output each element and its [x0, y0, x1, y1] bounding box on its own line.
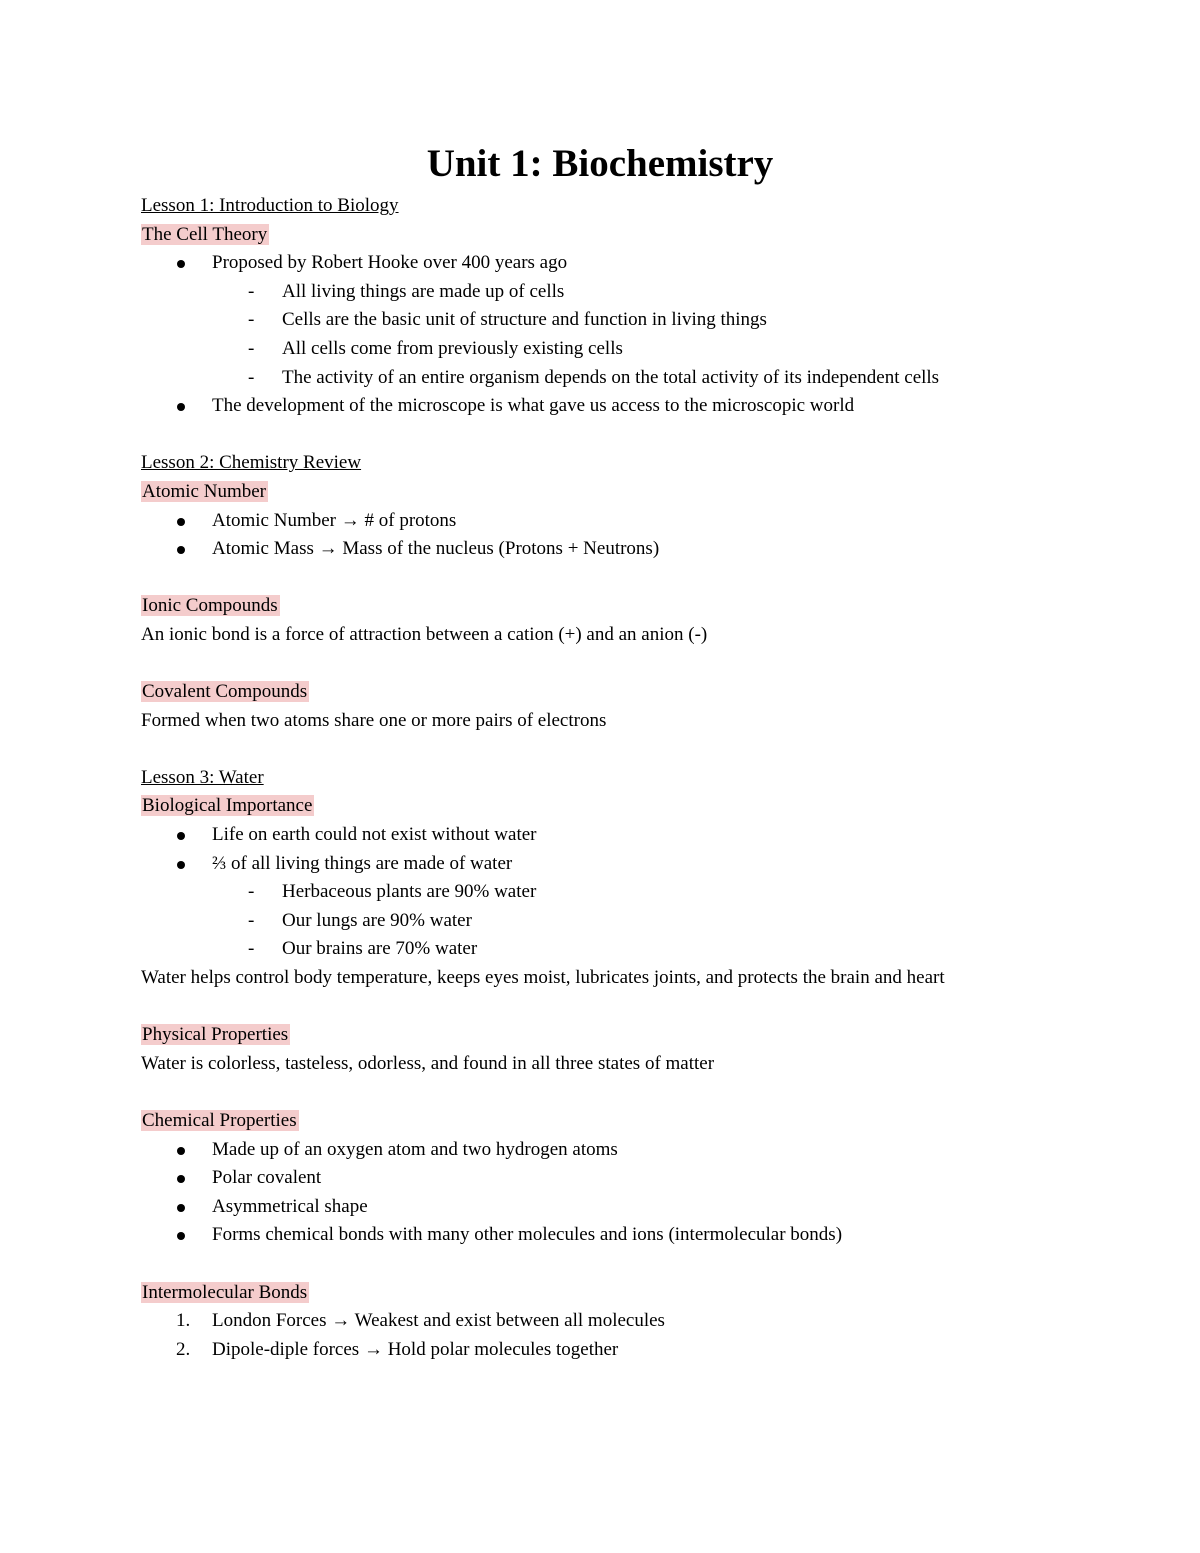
- lesson-1-heading: Lesson 1: Introduction to Biology: [141, 195, 399, 216]
- bullet-icon: [177, 861, 185, 869]
- dash-icon: -: [248, 909, 255, 931]
- paragraph: Water helps control body temperature, keeps eyes moist, lubricates joints, and protects the brain and heart: [141, 967, 945, 989]
- bullet-icon: [177, 260, 185, 268]
- dash-icon: -: [248, 337, 255, 359]
- sub-list-item: - The activity of an entire organism depends on the total activity of its independent cells: [141, 364, 1061, 393]
- bullet-icon: [177, 518, 185, 526]
- sub-list-item: - All cells come from previously existing cells: [141, 335, 1061, 364]
- cell-theory-heading: The Cell Theory: [142, 223, 268, 245]
- dash-icon: -: [248, 938, 255, 960]
- list-item: Proposed by Robert Hooke over 400 years ago: [141, 249, 1061, 278]
- lesson-3-heading: Lesson 3: Water: [141, 766, 264, 788]
- ionic-compounds-heading: Ionic Compounds: [142, 595, 278, 617]
- list-item: Life on earth could not exist without water: [141, 821, 1061, 850]
- covalent-compounds-heading: Covalent Compounds: [142, 681, 308, 703]
- paragraph: Water is colorless, tasteless, odorless, and found in all three states of matter: [141, 1052, 715, 1074]
- document-body: [141, 140, 1061, 1364]
- lesson-2-heading: Lesson 2: Chemistry Review: [141, 452, 362, 474]
- bullet-icon: [177, 832, 185, 840]
- sub-list-item: - Cells are the basic unit of structure and function in living things: [141, 306, 1061, 335]
- bullet-icon: [177, 1147, 185, 1155]
- list-item: Forms chemical bonds with many other molecules and ions (intermolecular bonds): [141, 1221, 1061, 1250]
- list-number: 1.: [176, 1310, 191, 1332]
- sub-list-item: - Herbaceous plants are 90% water: [141, 878, 1061, 907]
- chemical-properties-heading: Chemical Properties: [142, 1110, 297, 1131]
- sub-list-item: - Our brains are 70% water: [141, 935, 1061, 964]
- dash-icon: -: [248, 280, 255, 302]
- page-title: Unit 1: Biochemistry: [426, 142, 774, 185]
- list-item: Made up of an oxygen atom and two hydrogen atoms: [141, 1136, 1061, 1165]
- sub-list-item: - Our lungs are 90% water: [141, 907, 1061, 936]
- biological-importance-heading: Biological Importance: [142, 795, 313, 817]
- numbered-item: 2. Dipole-diple forces → Hold polar molecules together: [141, 1336, 1061, 1365]
- list-item: The development of the microscope is what gave us access to the microscopic world: [141, 392, 1061, 421]
- bullet-icon: [177, 1232, 185, 1240]
- bullet-icon: [177, 403, 185, 411]
- list-item: Atomic Number → # of protons: [141, 507, 1061, 536]
- bullet-icon: [177, 546, 185, 554]
- dash-icon: -: [248, 309, 255, 331]
- list-item: Atomic Mass → Mass of the nucleus (Protons + Neutrons): [141, 535, 1061, 564]
- sub-list-item: - All living things are made up of cells: [141, 278, 1061, 307]
- intermolecular-bonds-heading: Intermolecular Bonds: [142, 1281, 308, 1303]
- list-number: 2.: [176, 1338, 191, 1360]
- physical-properties-heading: Physical Properties: [142, 1024, 289, 1046]
- bullet-icon: [177, 1175, 185, 1183]
- atomic-number-heading: Atomic Number: [142, 480, 267, 502]
- dash-icon: -: [248, 366, 255, 388]
- dash-icon: -: [248, 881, 255, 903]
- paragraph: Formed when two atoms share one or more pairs of electrons: [141, 709, 607, 731]
- paragraph: An ionic bond is a force of attraction between a cation (+) and an anion (-): [141, 623, 708, 645]
- list-item: ⅔ of all living things are made of water: [141, 850, 1061, 879]
- numbered-item: 1. London Forces → Weakest and exist between all molecules: [141, 1307, 1061, 1336]
- bullet-icon: [177, 1204, 185, 1212]
- list-item: Asymmetrical shape: [141, 1193, 1061, 1222]
- list-item: Polar covalent: [141, 1164, 1061, 1193]
